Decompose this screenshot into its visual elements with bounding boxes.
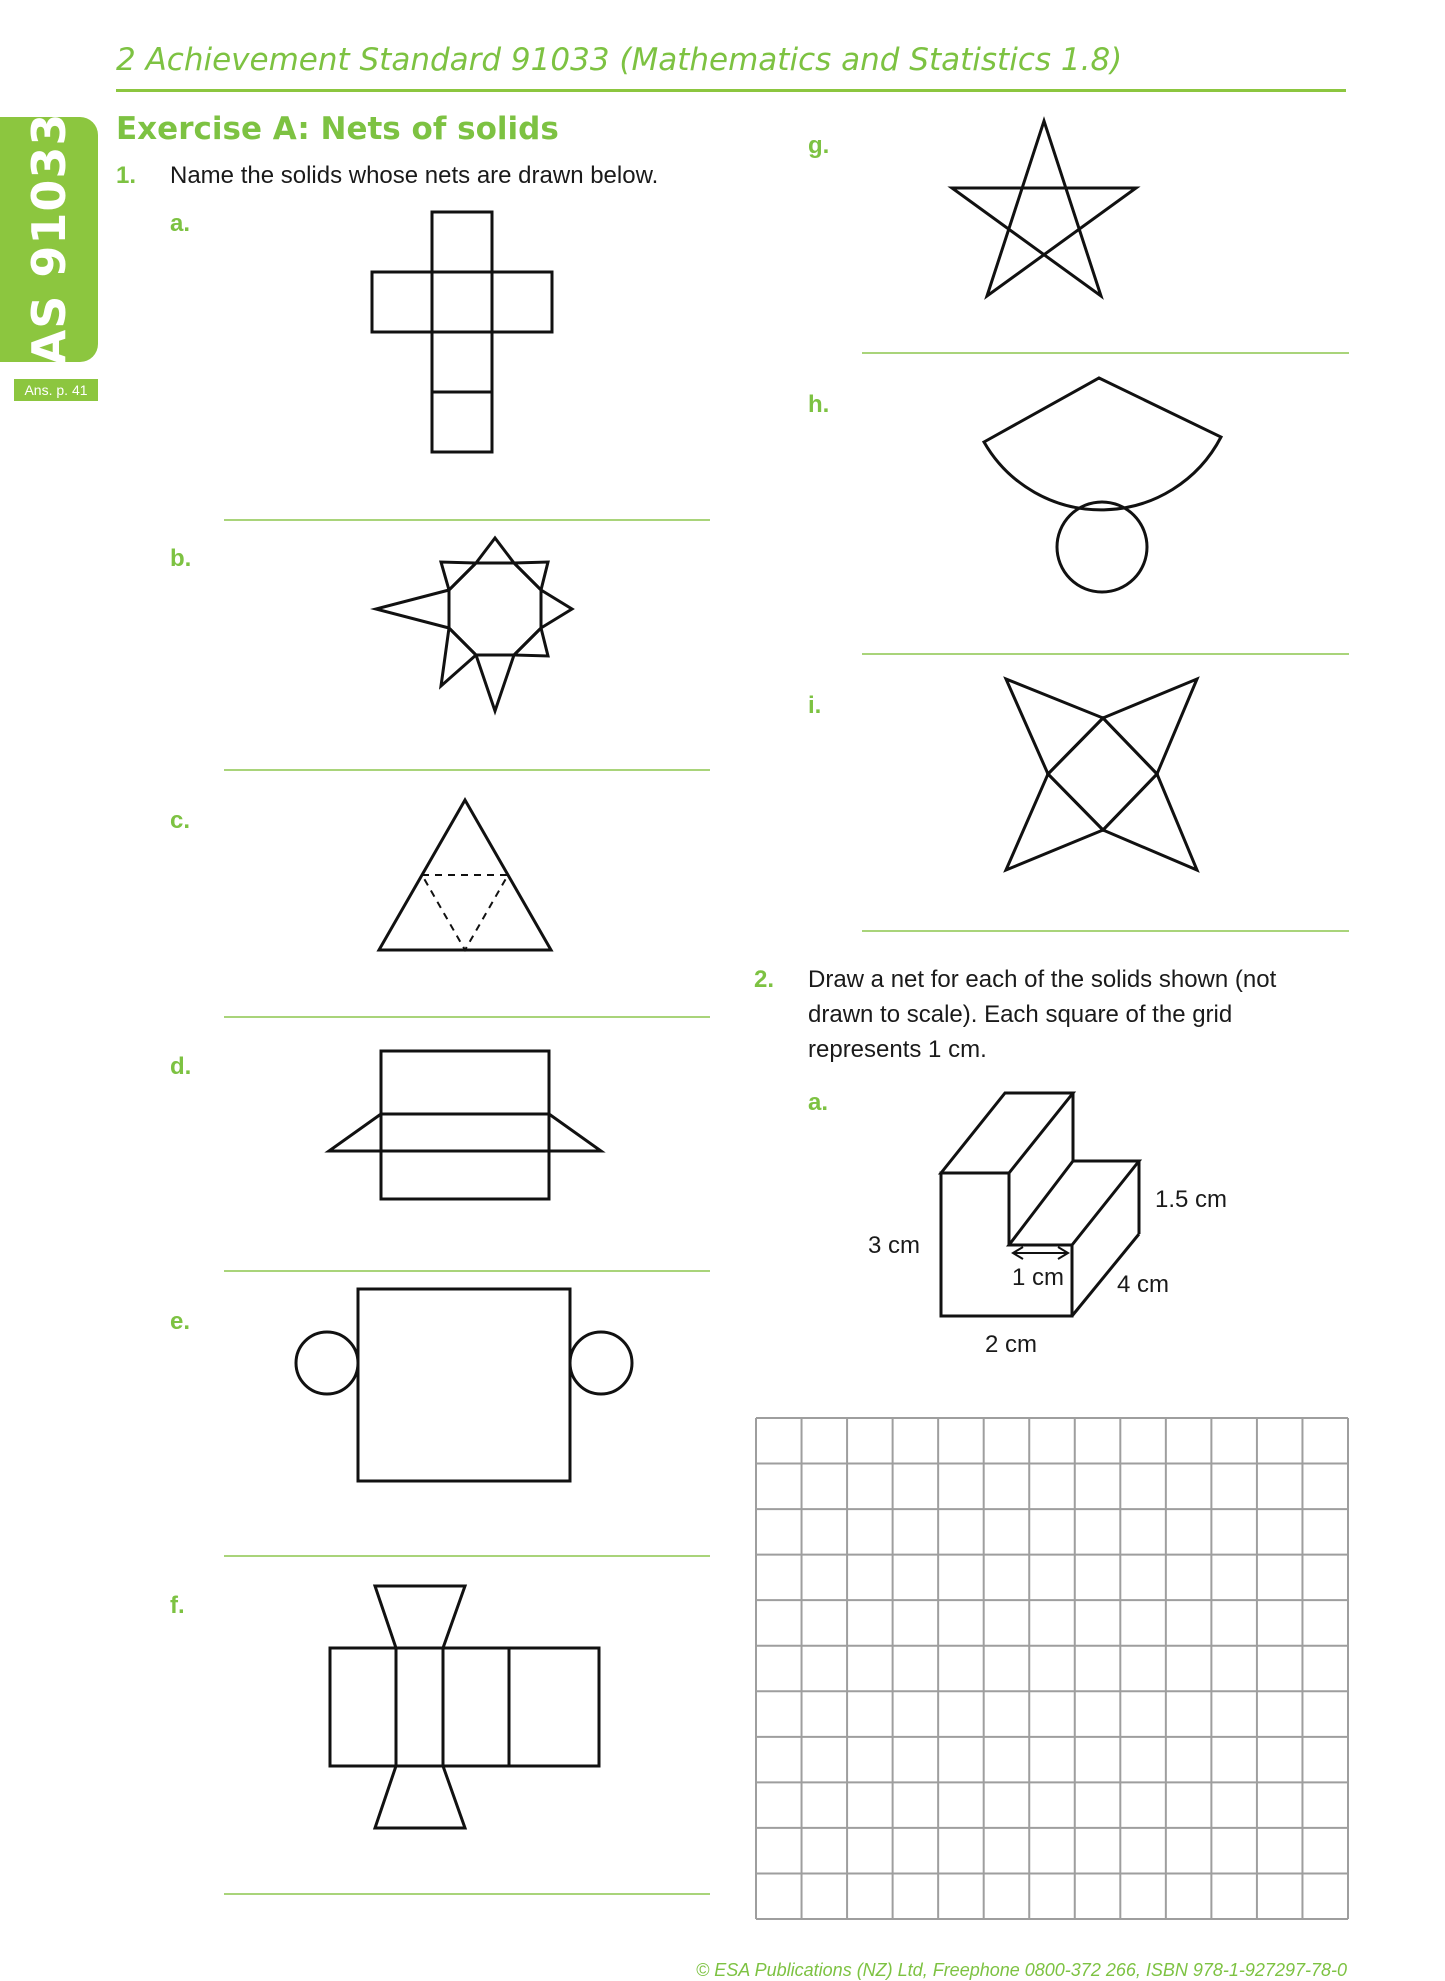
net-b-octagonal-star-parts <box>376 538 572 711</box>
net-f-trapezoidal-prism <box>330 1586 599 1828</box>
dimension-depth: 4 cm <box>1117 1271 1170 1298</box>
net-e-cylinder <box>296 1289 632 1481</box>
net-g-pentagram <box>952 121 1136 296</box>
side-tab-label: AS 91033 <box>22 112 76 366</box>
part-i-label: i. <box>808 692 822 719</box>
part-b-label: b. <box>170 545 192 572</box>
net-d-triangular-prism <box>329 1051 601 1199</box>
answers-reference-badge: Ans. p. 41 <box>14 379 98 401</box>
part-g-label: g. <box>808 132 830 159</box>
question-1-text: Name the solids whose nets are drawn below. <box>170 162 659 189</box>
part-e-label: e. <box>170 1308 191 1335</box>
dimension-step-height: 1.5 cm <box>1155 1186 1228 1213</box>
part-a-label: a. <box>170 210 191 237</box>
page-header-title: 2 Achievement Standard 91033 (Mathematics and Statistics 1.8) <box>116 42 1123 78</box>
dimension-width: 2 cm <box>985 1331 1038 1358</box>
question-2-text-line-3: represents 1 cm. <box>808 1036 987 1063</box>
part-f-label: f. <box>170 1592 185 1619</box>
one-cm-arrow <box>1013 1247 1068 1259</box>
dimension-step-width: 1 cm <box>1012 1264 1065 1291</box>
footer-copyright: © ESA Publications (NZ) Ltd, Freephone 0800-372 266, ISBN 978-1-927297-78-0 <box>696 1960 1347 1980</box>
exercise-title: Exercise A: Nets of solids <box>116 111 559 147</box>
dimension-height: 3 cm <box>868 1232 921 1259</box>
part-c-label: c. <box>170 807 191 834</box>
question-2-number: 2. <box>754 966 775 993</box>
net-a-cube-cross <box>372 212 552 452</box>
net-h-cone <box>984 378 1221 592</box>
question-1-number: 1. <box>116 162 137 189</box>
part-d-label: d. <box>170 1053 192 1080</box>
part-h-label: h. <box>808 391 830 418</box>
net-i-square-pyramid <box>1006 679 1197 870</box>
question-2-text-line-2: drawn to scale). Each square of the grid <box>808 1001 1233 1028</box>
net-c-tetrahedron <box>379 800 551 950</box>
question-2-text-line-1: Draw a net for each of the solids shown (not <box>808 966 1277 993</box>
q2-part-a-label: a. <box>808 1089 829 1116</box>
drawing-grid[interactable] <box>755 1417 1349 1920</box>
